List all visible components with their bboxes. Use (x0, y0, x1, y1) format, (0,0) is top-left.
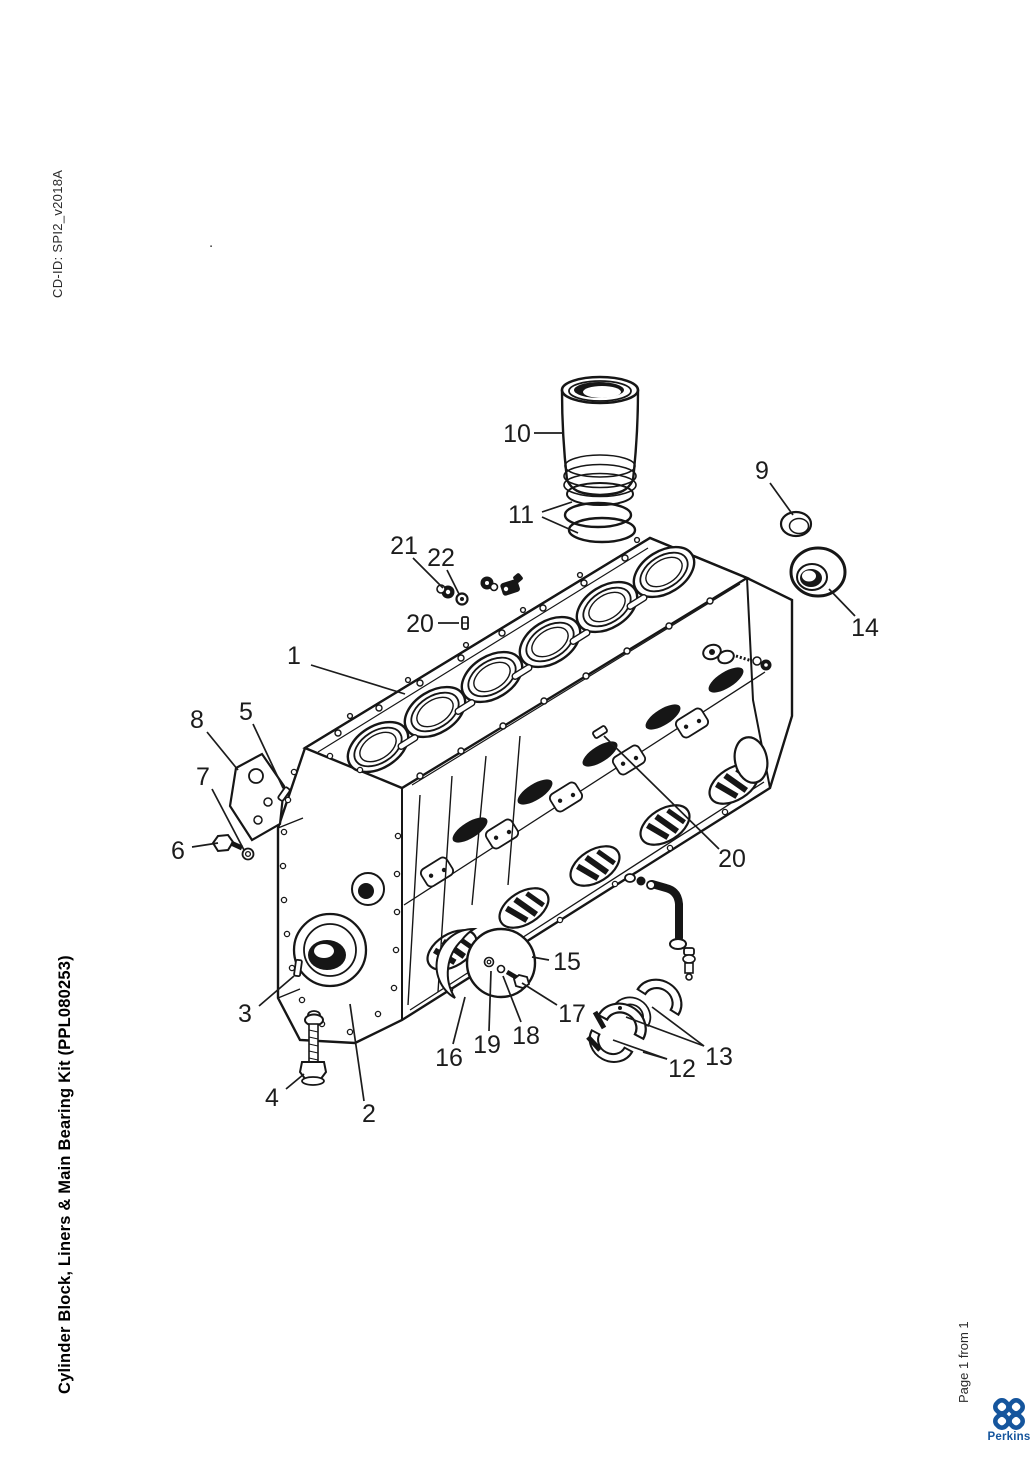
callout-7: 7 (196, 763, 210, 791)
brand-logo (983, 1395, 1033, 1443)
cup-plug (781, 512, 811, 536)
callout-17: 17 (558, 1000, 586, 1028)
callout-10: 10 (503, 420, 531, 448)
leader-line-1 (311, 665, 405, 694)
leader-line-17 (522, 983, 557, 1005)
oring-19 (485, 958, 494, 967)
callout-12: 12 (668, 1055, 696, 1083)
washer-7 (243, 849, 254, 860)
leader-line-12 (643, 1052, 667, 1059)
liner-seal-rings (565, 503, 635, 542)
callout-9: 9 (755, 457, 769, 485)
banjo-bolt (683, 948, 695, 980)
cd-id-label: CD-ID: SPI2_v2018A (50, 169, 65, 298)
page-title: Cylinder Block, Liners & Main Bearing Kit (PPL080253) (56, 955, 74, 1394)
callout-15: 15 (553, 948, 581, 976)
callout-11: 11 (508, 501, 534, 529)
cylinder-liner (562, 377, 638, 505)
leader-line-8 (207, 732, 238, 770)
callout-5: 5 (239, 698, 253, 726)
leader-line-14 (829, 589, 855, 616)
lifting-bracket (230, 754, 284, 840)
callout-14: 14 (851, 614, 879, 642)
callout-3: 3 (238, 1000, 252, 1028)
page-number-label: Page 1 from 1 (956, 1321, 971, 1403)
camshaft-bushing (791, 548, 845, 596)
callout-18: 18 (512, 1022, 540, 1050)
dowel-20 (462, 617, 468, 629)
elbow-fitting (500, 572, 524, 596)
bearing-shells-13 (614, 971, 690, 1026)
callout-2: 2 (362, 1100, 376, 1128)
washer-22 (457, 594, 468, 605)
callout-19: 19 (473, 1031, 501, 1059)
callout-13: 13 (705, 1043, 733, 1071)
callout-8: 8 (190, 706, 204, 734)
perkins-rings-icon (990, 1395, 1028, 1433)
callout-22: 22 (427, 544, 455, 572)
callout-20: 20 (406, 610, 434, 638)
dowel-3 (294, 960, 302, 977)
stray-mark: . (209, 234, 214, 251)
callout-20: 20 (718, 845, 746, 873)
brand-name: Perkins (987, 1431, 1031, 1443)
washer-18 (498, 966, 505, 973)
callout-21: 21 (390, 532, 418, 560)
callout-16: 16 (435, 1044, 463, 1072)
plug-fitting (481, 577, 498, 591)
callout-6: 6 (171, 837, 185, 865)
drain-pipe (625, 874, 686, 949)
callout-1: 1 (287, 642, 301, 670)
callout-4: 4 (265, 1084, 279, 1112)
leader-line-9 (770, 483, 793, 515)
leader-line-16 (453, 997, 465, 1044)
nut-21 (437, 585, 455, 599)
